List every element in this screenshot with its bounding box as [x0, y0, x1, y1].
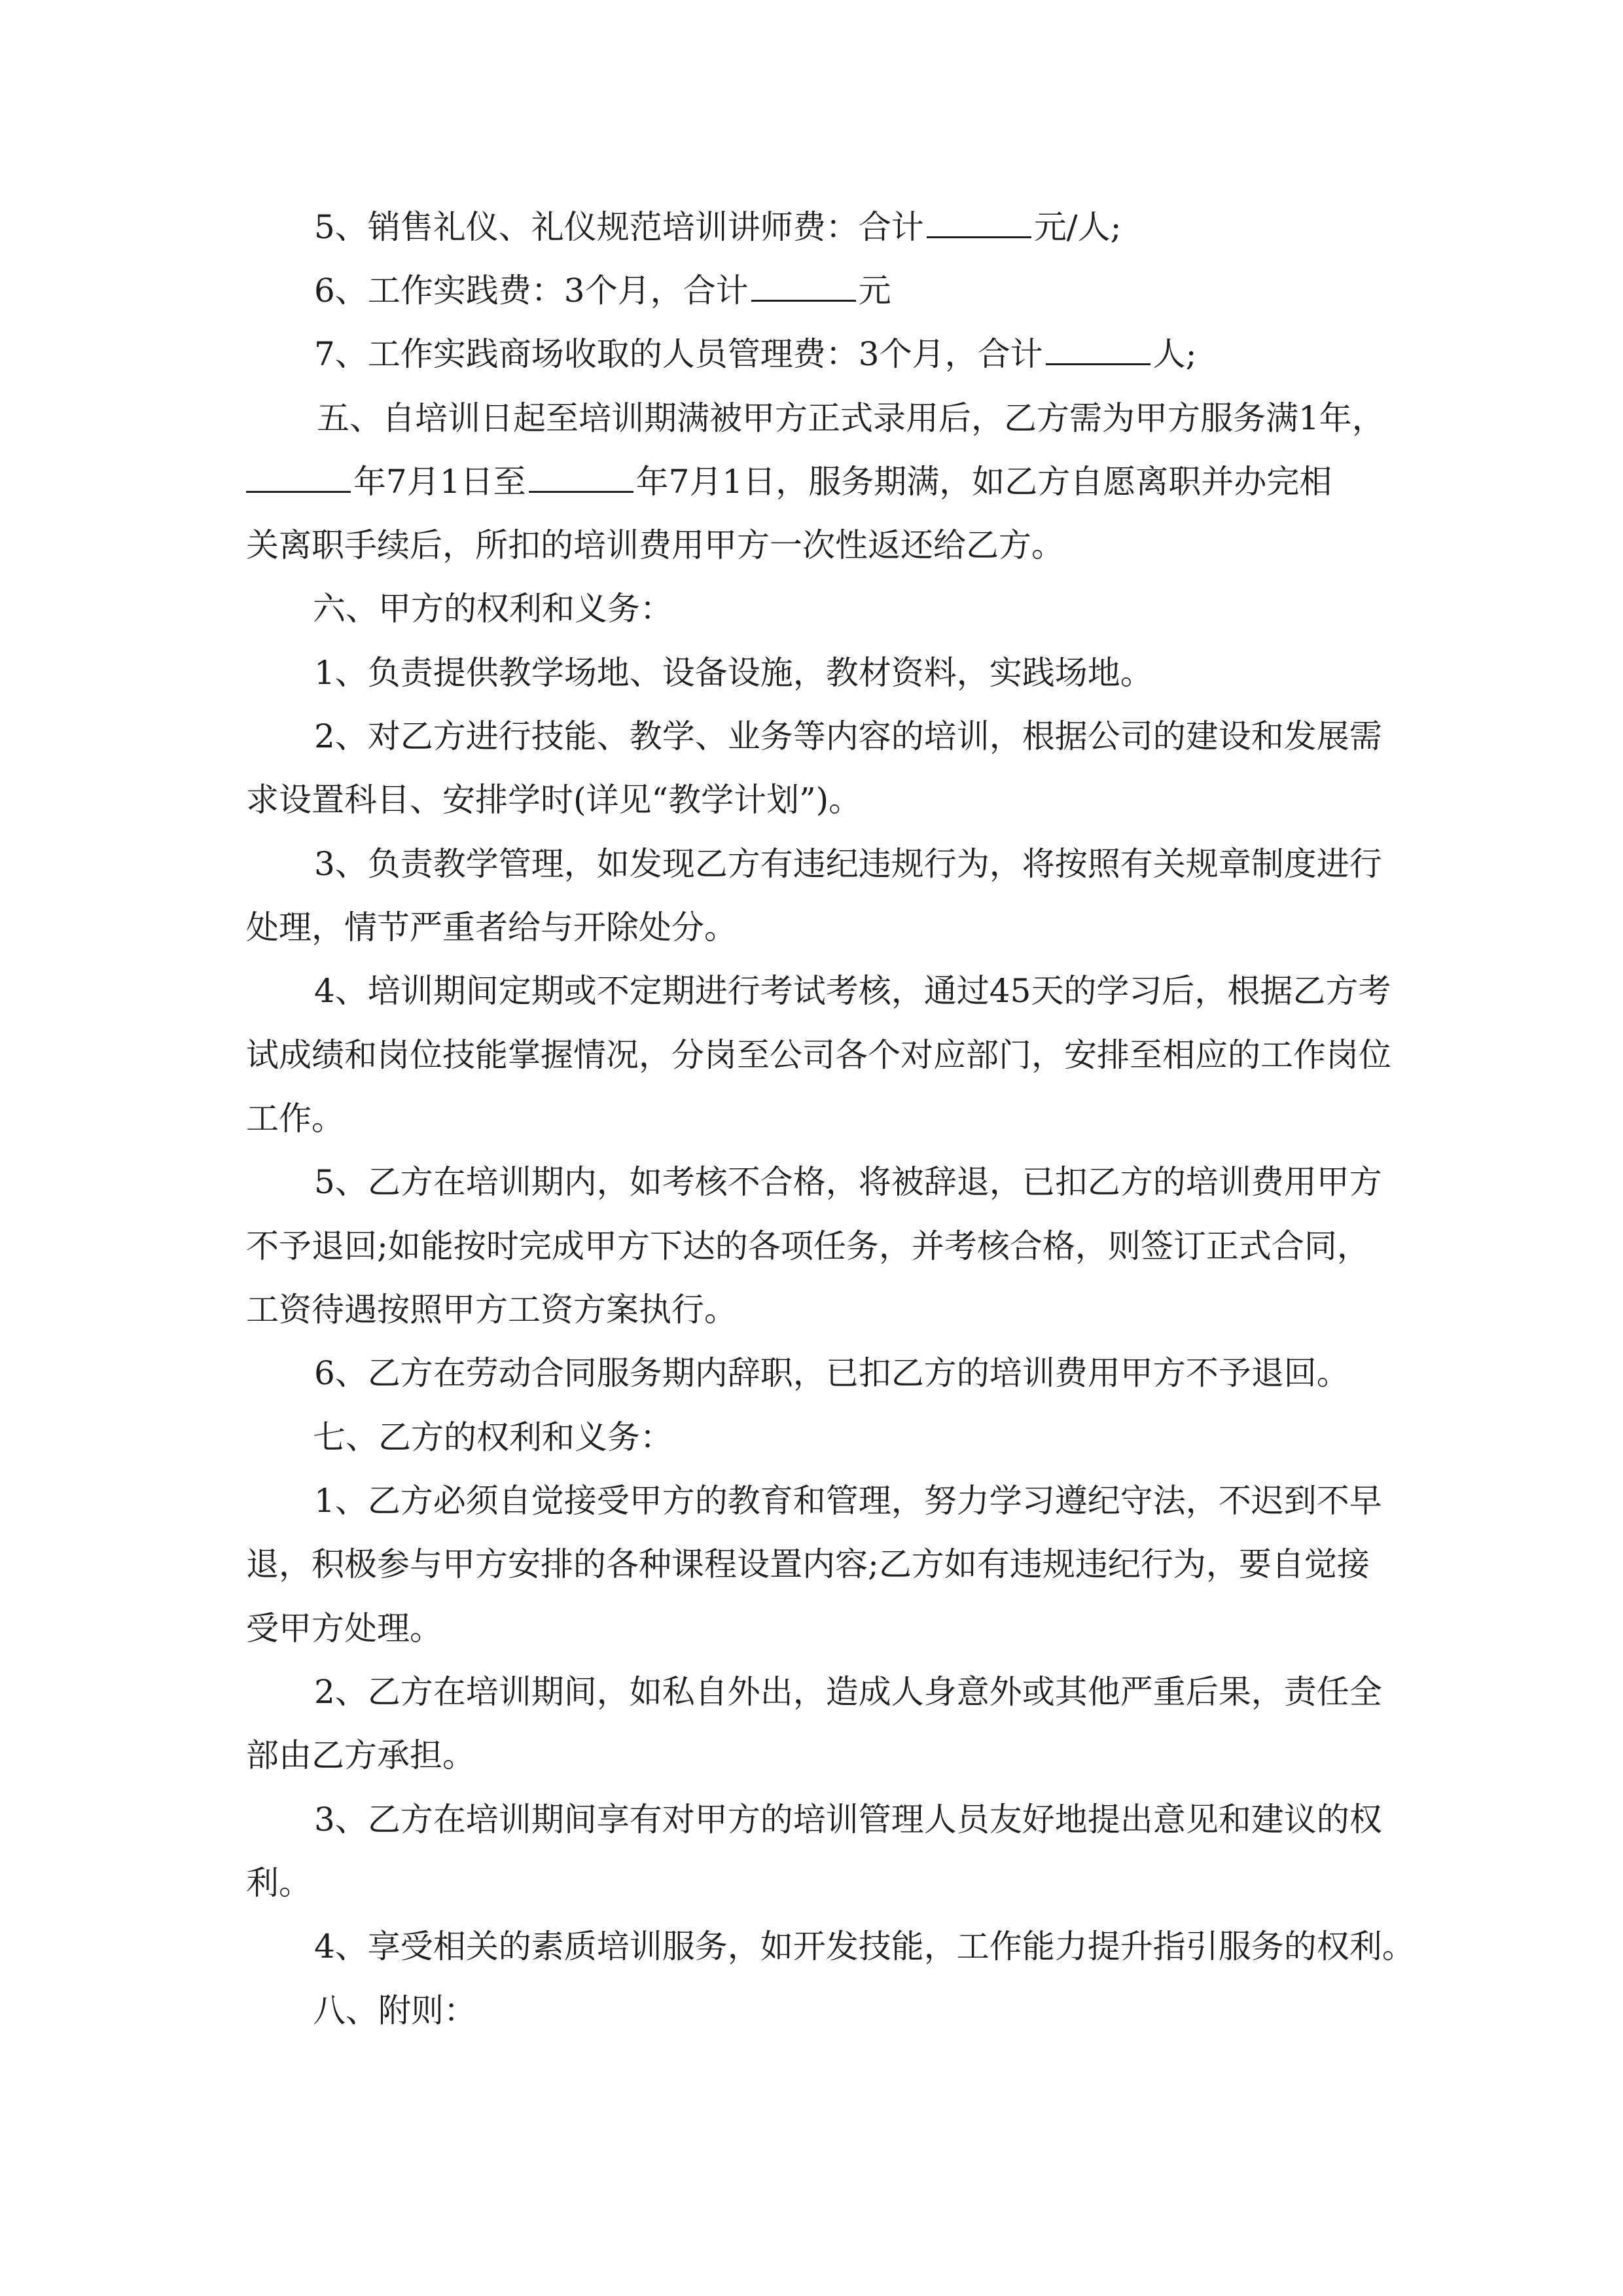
- text-line: 关离职手续后，所扣的培训费用甲方一次性返还给乙方。: [246, 526, 1064, 564]
- fill-in-blank: [751, 275, 856, 302]
- section-heading: 六、甲方的权利和义务：: [313, 590, 673, 628]
- text-line: 2、对乙方进行技能、教学、业务等内容的培训，根据公司的建设和发展需: [314, 717, 1382, 755]
- text-line: 利。: [246, 1864, 312, 1902]
- text-line: 5、销售礼仪、礼仪规范培训讲师费：合计 元/人;: [314, 208, 1122, 246]
- text-line: 不予退回;如能按时完成甲方下达的各项任务，并考核合格，则签订正式合同，: [246, 1227, 1370, 1265]
- text-line: 4、培训期间定期或不定期进行考试考核，通过45天的学习后，根据乙方考: [314, 972, 1391, 1010]
- text-line: 7、工作实践商场收取的人员管理费：3个月，合计 人;: [314, 335, 1197, 373]
- text-line: 5、乙方在培训期内，如考核不合格，将被辞退，已扣乙方的培训费用甲方: [314, 1163, 1382, 1201]
- fill-in-blank: [1046, 338, 1150, 365]
- text-line: 年7月1日至 年7月1日，服务期满，如乙方自愿离职并办完相: [246, 450, 1332, 514]
- text-line: 求设置科目、安排学时(详见“教学计划”)。: [246, 781, 862, 819]
- text-line: 1、负责提供教学场地、设备设施，教材资料，实践场地。: [314, 654, 1153, 692]
- text-line: 3、负责教学管理，如发现乙方有违纪违规行为，将按照有关规章制度进行: [314, 845, 1382, 883]
- text-line: 退，积极参与甲方安排的各种课程设置内容;乙方如有违规违纪行为，要自觉接: [246, 1545, 1370, 1583]
- text-line: 处理，情节严重者给与开除处分。: [246, 908, 737, 946]
- text-line: 工作。: [246, 1100, 344, 1138]
- text-line: 部由乙方承担。: [246, 1736, 475, 1774]
- text-line: 6、工作实践费：3个月，合计 元: [314, 272, 891, 310]
- section-heading: 七、乙方的权利和义务：: [313, 1418, 673, 1456]
- fill-in-blank: [529, 466, 633, 493]
- text-line: 1、乙方必须自觉接受甲方的教育和管理，努力学习遵纪守法，不迟到不早: [314, 1482, 1382, 1520]
- text-line: 4、享受相关的素质培训服务，如开发技能，工作能力提升指引服务的权利。: [314, 1928, 1415, 1965]
- text-line: 3、乙方在培训期间享有对甲方的培训管理人员友好地提出意见和建议的权: [314, 1801, 1382, 1839]
- text-line: 五、自培训日起至培训期满被甲方正式录用后，乙方需为甲方服务满1年，: [317, 399, 1385, 437]
- text-line: 工资待遇按照甲方工资方案执行。: [246, 1291, 737, 1329]
- fill-in-blank: [927, 211, 1031, 238]
- text-line: 试成绩和岗位技能掌握情况，分岗至公司各个对应部门，安排至相应的工作岗位: [246, 1036, 1391, 1074]
- text-line: 6、乙方在劳动合同服务期内辞职，已扣乙方的培训费用甲方不予退回。: [314, 1354, 1349, 1392]
- text-line: 2、乙方在培训期间，如私自外出，造成人身意外或其他严重后果，责任全: [314, 1673, 1382, 1711]
- text-line: 受甲方处理。: [246, 1609, 442, 1647]
- fill-in-blank: [246, 466, 351, 493]
- section-heading: 八、附则：: [313, 1992, 476, 2030]
